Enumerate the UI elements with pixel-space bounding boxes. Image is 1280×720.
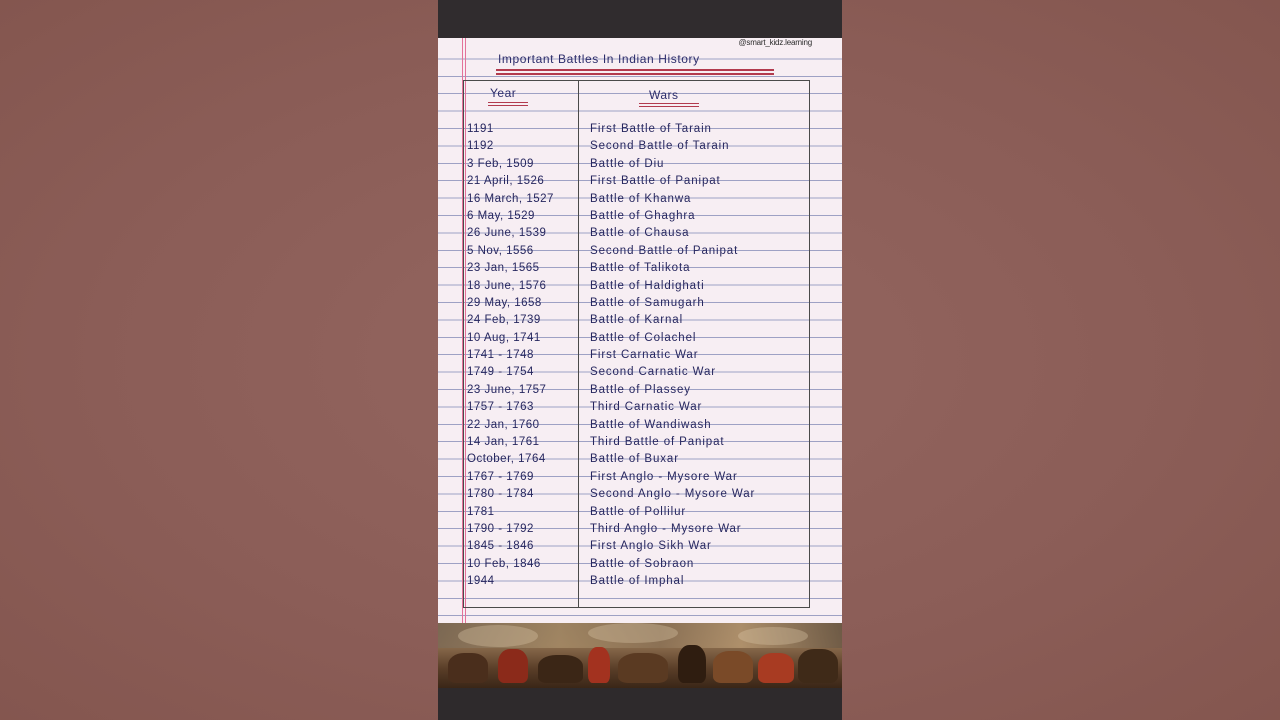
year-cell: 1790 - 1792: [467, 522, 534, 535]
year-cell: 1845 - 1846: [467, 540, 534, 553]
table-row: [438, 173, 842, 190]
war-cell: Battle of Colachel: [590, 331, 697, 344]
table-row: [438, 486, 842, 503]
war-cell: Second Anglo - Mysore War: [590, 488, 756, 501]
table-row: [438, 347, 842, 364]
table-row: [438, 278, 842, 295]
table-row: [438, 521, 842, 538]
war-cell: First Anglo - Mysore War: [590, 470, 738, 483]
top-letterbox: [438, 0, 842, 38]
year-cell: 1767 - 1769: [467, 470, 534, 483]
year-cell: 22 Jan, 1760: [467, 418, 540, 431]
war-cell: Battle of Buxar: [590, 453, 679, 466]
wars-header-underline: [639, 103, 699, 104]
year-cell: 3 Feb, 1509: [467, 157, 534, 170]
table-row: [438, 399, 842, 416]
year-cell: 1749 - 1754: [467, 366, 534, 379]
year-cell: 5 Nov, 1556: [467, 244, 534, 257]
table-row: [438, 208, 842, 225]
table-row: [438, 573, 842, 590]
war-cell: Third Carnatic War: [590, 401, 703, 414]
war-cell: Battle of Haldighati: [590, 279, 705, 292]
war-cell: First Battle of Panipat: [590, 175, 721, 188]
year-cell: 18 June, 1576: [467, 279, 547, 292]
war-cell: Battle of Imphal: [590, 575, 685, 588]
year-cell: 1191: [467, 123, 494, 135]
war-cell: Third Battle of Panipat: [590, 436, 725, 449]
year-cell: 1781: [467, 505, 495, 518]
year-cell: 1741 - 1748: [467, 349, 534, 362]
war-cell: Battle of Pollilur: [590, 505, 687, 518]
year-cell: 21 April, 1526: [467, 175, 545, 188]
year-cell: 23 June, 1757: [467, 383, 547, 396]
table-row: [438, 538, 842, 555]
battle-list: [438, 121, 842, 591]
title-underline: [496, 73, 774, 75]
table-row: [438, 295, 842, 312]
war-cell: Battle of Plassey: [590, 383, 691, 396]
war-cell: Battle of Talikota: [590, 262, 691, 275]
table-row: [438, 225, 842, 242]
notebook-page: [438, 38, 842, 623]
wars-header: Wars: [649, 88, 679, 102]
bottom-letterbox: [438, 688, 842, 720]
table-row: [438, 417, 842, 434]
year-header-underline: [488, 105, 528, 106]
table-row: [438, 312, 842, 329]
battle-painting: [438, 623, 842, 688]
year-cell: 1192: [467, 140, 494, 153]
table-row: [438, 434, 842, 451]
year-cell: 1780 - 1784: [467, 488, 534, 501]
year-cell: 10 Feb, 1846: [467, 557, 541, 570]
year-header: Year: [490, 86, 517, 100]
war-cell: Battle of Karnal: [590, 314, 684, 327]
table-row: [438, 330, 842, 347]
watermark: @smart_kidz.learning: [738, 38, 812, 47]
war-cell: Battle of Ghaghra: [590, 209, 696, 222]
table-row: [438, 191, 842, 208]
table-row: [438, 469, 842, 486]
video-frame[interactable]: [438, 0, 842, 720]
table-row: [438, 451, 842, 468]
wars-header-underline: [639, 106, 699, 107]
war-cell: Third Anglo - Mysore War: [590, 522, 742, 535]
year-cell: 26 June, 1539: [467, 227, 547, 240]
table-row: [438, 121, 842, 138]
table-row: [438, 364, 842, 381]
year-cell: October, 1764: [467, 453, 546, 466]
war-cell: Battle of Khanwa: [590, 192, 692, 205]
table-row: [438, 138, 842, 155]
year-cell: 10 Aug, 1741: [467, 331, 541, 344]
table-row: [438, 243, 842, 260]
war-cell: First Carnatic War: [590, 349, 699, 362]
table-row: [438, 260, 842, 277]
war-cell: Battle of Diu: [590, 157, 665, 170]
war-cell: Second Battle of Panipat: [590, 244, 739, 257]
war-cell: Second Battle of Tarain: [590, 140, 730, 153]
war-cell: Second Carnatic War: [590, 366, 716, 379]
war-cell: Battle of Sobraon: [590, 557, 695, 570]
war-cell: Battle of Wandiwash: [590, 418, 712, 431]
year-cell: 1944: [467, 575, 495, 588]
year-cell: 29 May, 1658: [467, 296, 542, 309]
year-cell: 23 Jan, 1565: [467, 262, 540, 275]
table-row: [438, 382, 842, 399]
title-underline: [496, 69, 774, 71]
year-cell: 24 Feb, 1739: [467, 314, 541, 327]
page-title: Important Battles In Indian History: [498, 52, 700, 66]
year-cell: 6 May, 1529: [467, 209, 535, 222]
war-cell: Battle of Chausa: [590, 227, 690, 240]
year-cell: 14 Jan, 1761: [467, 436, 540, 449]
war-cell: First Battle of Tarain: [590, 123, 712, 135]
table-row: [438, 556, 842, 573]
table-row: [438, 156, 842, 173]
table-row: [438, 504, 842, 521]
year-cell: 1757 - 1763: [467, 401, 534, 414]
war-cell: Battle of Samugarh: [590, 296, 705, 309]
year-cell: 16 March, 1527: [467, 192, 554, 205]
war-cell: First Anglo Sikh War: [590, 540, 712, 553]
year-header-underline: [488, 102, 528, 103]
